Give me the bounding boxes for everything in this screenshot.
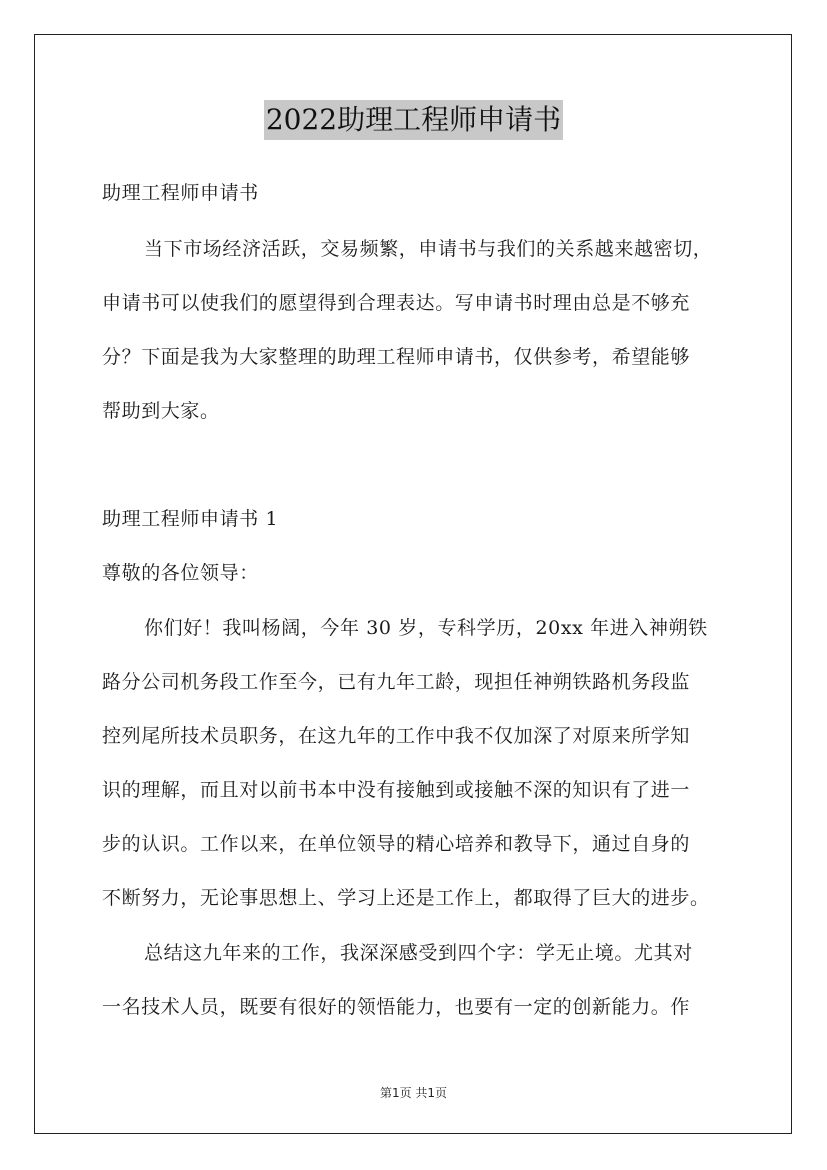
page-footer: 第1页 共1页 bbox=[379, 1086, 448, 1100]
intro-line: 分？下面是我为大家整理的助理工程师申请书，仅供参考，希望能够 bbox=[102, 346, 691, 368]
paragraph-line: 识的理解，而且对以前书本中没有接触到或接触不深的知识有了进一 bbox=[102, 779, 691, 801]
intro-line: 申请书可以使我们的愿望得到合理表达。写申请书时理由总是不够充 bbox=[102, 292, 691, 314]
intro-line: 帮助到大家。 bbox=[102, 400, 220, 422]
paragraph-line: 总结这九年来的工作，我深深感受到四个字：学无止境。尤其对 bbox=[144, 942, 693, 964]
intro-line: 当下市场经济活跃，交易频繁，申请书与我们的关系越来越密切， bbox=[144, 238, 713, 260]
document-title: 2022助理工程师申请书 bbox=[264, 100, 563, 140]
paragraph-line: 不断努力，无论事思想上、学习上还是工作上，都取得了巨大的进步。 bbox=[102, 887, 710, 909]
document-heading: 助理工程师申请书 bbox=[102, 182, 259, 204]
paragraph-line: 步的认识。工作以来，在单位领导的精心培养和教导下，通过自身的 bbox=[102, 833, 691, 855]
title-container bbox=[0, 100, 827, 140]
paragraph-line: 路分公司机务段工作至今，已有九年工龄，现担任神朔铁路机务段监 bbox=[102, 671, 691, 693]
paragraph-line: 控列尾所技术员职务，在这九年的工作中我不仅加深了对原来所学知 bbox=[102, 725, 691, 747]
paragraph-line: 你们好！我叫杨阔，今年 30 岁，专科学历，20xx 年进入神朔铁 bbox=[144, 617, 708, 639]
paragraph-line: 一名技术人员，既要有很好的领悟能力，也要有一定的创新能力。作 bbox=[102, 996, 691, 1018]
section-title: 助理工程师申请书 1 bbox=[102, 508, 279, 530]
salutation: 尊敬的各位领导： bbox=[102, 562, 259, 584]
